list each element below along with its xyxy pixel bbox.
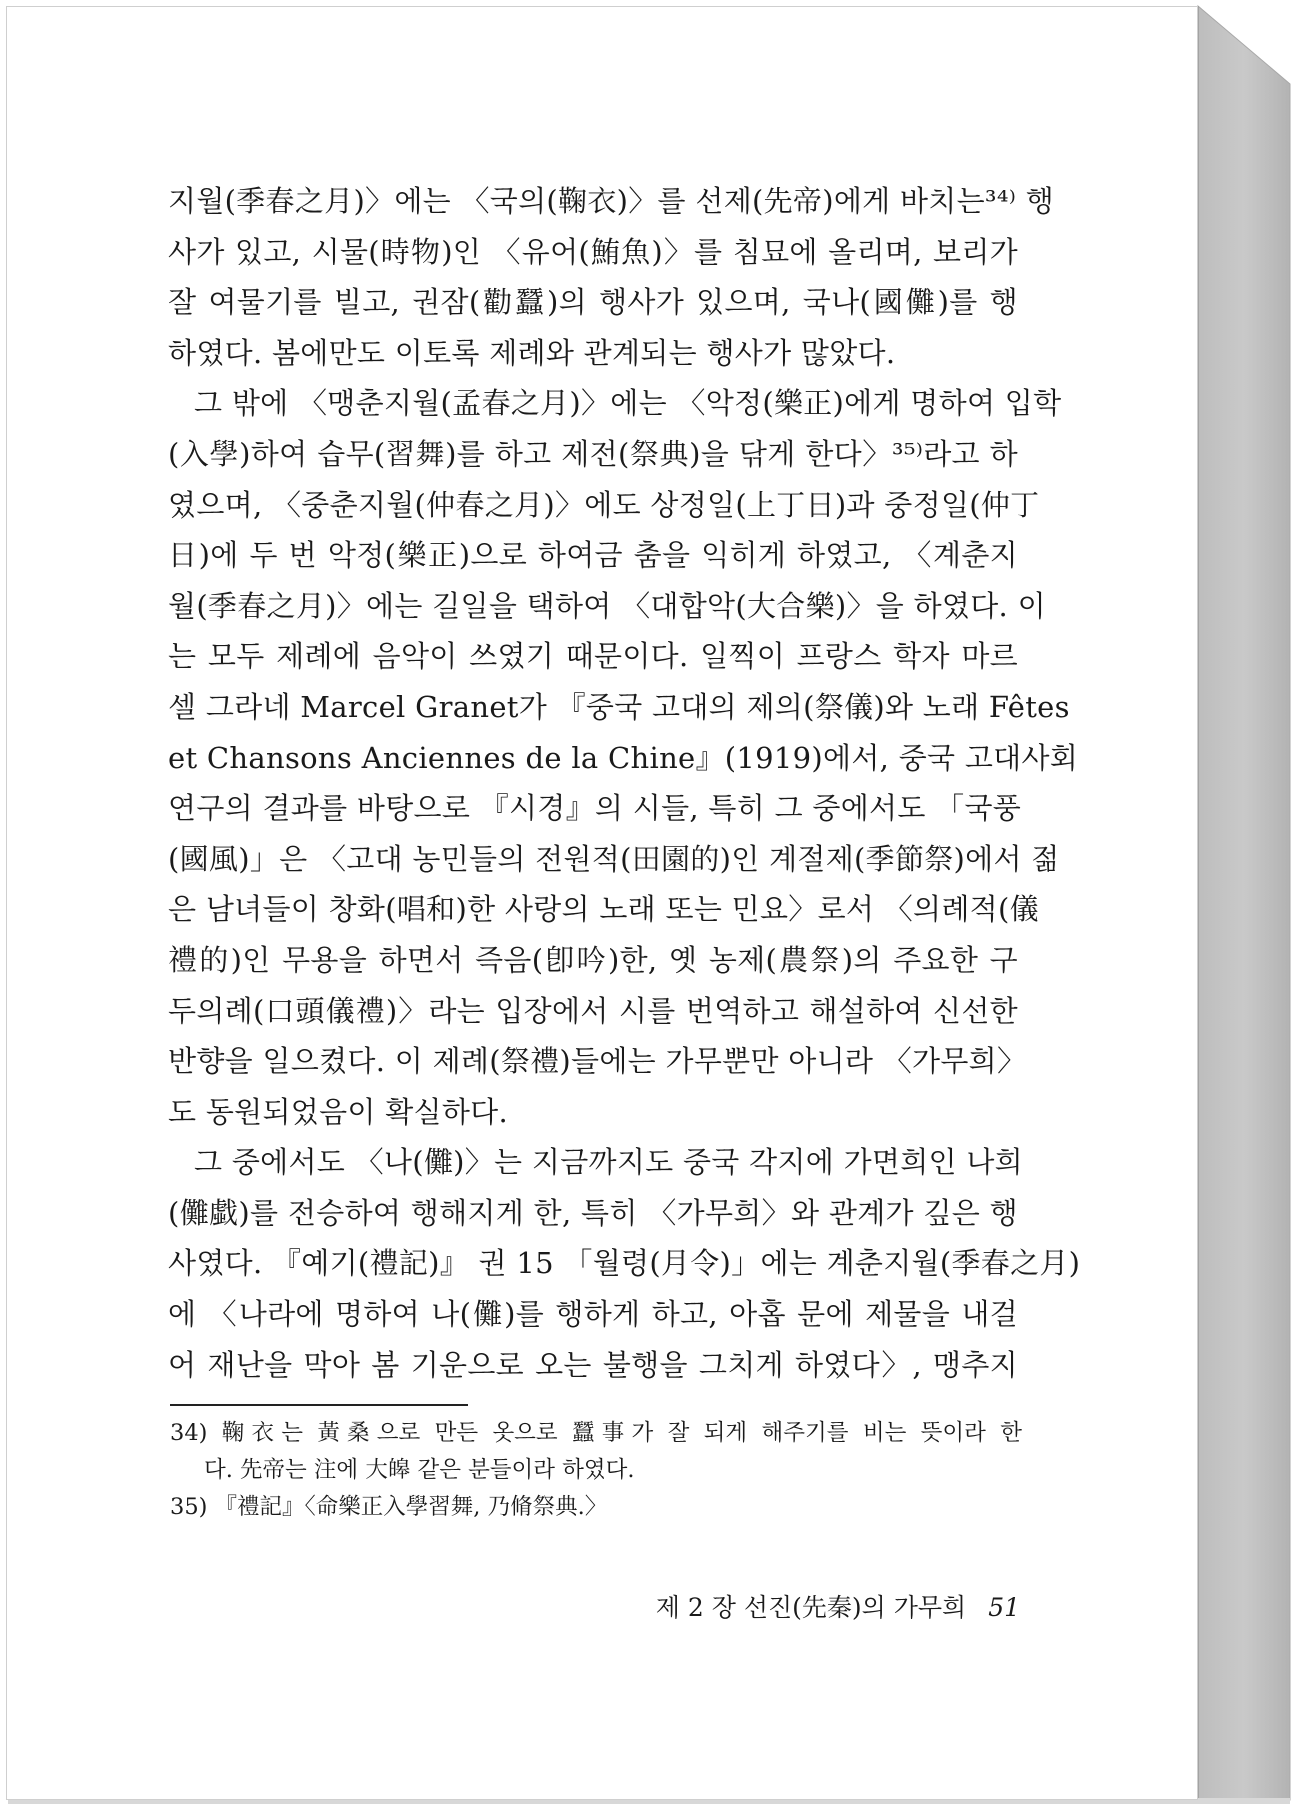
body-line: 어 재난을 막아 봄 기운으로 오는 불행을 그치게 하였다〉, 맹추지: [168, 1347, 1018, 1382]
body-line: et Chansons Anciennes de la Chine』(1919)에서, 중국 고대사회: [168, 740, 1079, 775]
body-line: 였으며, 〈중춘지월(仲春之月)〉에도 상정일(上丁日)과 중정일(仲丁: [168, 487, 1040, 522]
body-line: 두의례(口頭儀禮)〉라는 입장에서 시를 번역하고 해설하여 신선한: [168, 993, 1018, 1028]
chapter-title: 제 2 장 선진(先秦)의 가무희: [655, 1593, 967, 1622]
body-line: 연구의 결과를 바탕으로 『시경』의 시들, 특히 그 중에서도 「국풍: [168, 791, 1022, 826]
book-thickness: [1198, 6, 1290, 1800]
body-line: 는 모두 제례에 음악이 쓰였기 때문이다. 일찍이 프랑스 학자 마르: [168, 639, 1018, 674]
running-footer: [580, 1588, 1020, 1628]
body-line: 셀 그라네 Marcel Granet가 『중국 고대의 제의(祭儀)와 노래 Fêtes: [168, 689, 1070, 724]
footnote-34: 34) 鞠衣는 黃桑으로 만든 옷으로 蠶事가 잘 되게 해주기를 비는 뜻이라 한: [170, 1420, 1022, 1446]
body-line: 에 〈나라에 명하여 나(儺)를 행하게 하고, 아홉 문에 제물을 내걸: [168, 1297, 1018, 1332]
body-line: 은 남녀들이 창화(唱和)한 사랑의 노래 또는 민요〉로서 〈의례적(儀: [168, 892, 1039, 927]
body-line: 지월(季春之月)〉에는 〈국의(鞠衣)〉를 선제(先帝)에게 바치는³⁴⁾ 행: [168, 184, 1055, 218]
body-line: 반향을 일으켰다. 이 제례(祭禮)들에는 가무뿐만 아니라 〈가무희〉: [168, 1044, 1027, 1079]
body-line: (國風)」은 〈고대 농민들의 전원적(田園的)인 계절제(季節祭)에서 젊: [168, 841, 1060, 876]
body-line: 禮的)인 무용을 하면서 즉음(卽吟)한, 옛 농제(農祭)의 주요한 구: [168, 942, 1018, 977]
body-line: 하였다. 봄에만도 이토록 제례와 관계되는 행사가 많았다.: [168, 335, 896, 370]
body-text: [168, 176, 1081, 1390]
body-line: 그 중에서도 〈나(儺)〉는 지금까지도 중국 각지에 가면희인 나희: [194, 1145, 1023, 1180]
footnotes: [170, 1415, 1022, 1526]
body-line: 사가 있고, 시물(時物)인 〈유어(鮪魚)〉를 침묘에 올리며, 보리가: [168, 234, 1018, 269]
body-line: 사였다. 『예기(禮記)』 권 15 「월령(月令)」에는 계춘지월(季春之月): [168, 1246, 1081, 1281]
footnote-rule: [170, 1404, 468, 1406]
body-line: (入學)하여 습무(習舞)를 하고 제전(祭典)을 닦게 한다〉³⁵⁾라고 하: [168, 436, 1018, 471]
body-line: 월(季春之月)〉에는 길일을 택하여 〈대합악(大合樂)〉을 하였다. 이: [168, 588, 1046, 623]
body-line: (儺戱)를 전승하여 행해지게 한, 특히 〈가무희〉와 관계가 깊은 행: [168, 1195, 1018, 1230]
body-line: 그 밖에 〈맹춘지월(孟春之月)〉에는 〈악정(樂正)에게 명하여 입학: [194, 386, 1062, 421]
footnote-34-continued: 다. 先帝는 注에 大皞 같은 분들이라 하였다.: [204, 1457, 635, 1483]
body-line: 日)에 두 번 악정(樂正)으로 하여금 춤을 익히게 하였고, 〈계춘지: [168, 538, 1018, 573]
footnote-35: 35) 『禮記』〈命樂正入學習舞, 乃脩祭典.〉: [170, 1494, 608, 1520]
body-line: 잘 여물기를 빌고, 권잠(勸蠶)의 행사가 있으며, 국나(國儺)를 행: [168, 285, 1018, 320]
body-line: 도 동원되었음이 확실하다.: [168, 1094, 509, 1129]
page-number: 51: [988, 1593, 1020, 1622]
